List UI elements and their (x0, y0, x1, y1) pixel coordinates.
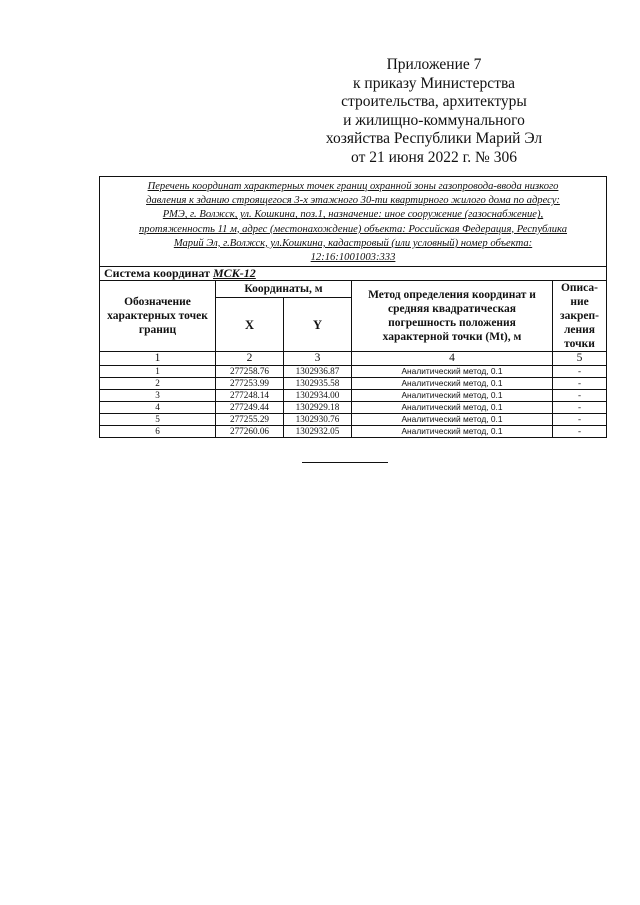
appendix-line: от 21 июня 2022 г. № 306 (351, 148, 517, 166)
cell-method: Аналитический метод, 0.1 (352, 390, 553, 402)
appendix-line: строительства, архитектуры (341, 93, 527, 110)
caption-line: 12:16:1001003:333 (310, 252, 396, 264)
column-index: 2 (216, 352, 284, 366)
cell-desc: - (553, 378, 607, 390)
appendix-line: к приказу Министерства (353, 74, 515, 92)
table-caption (100, 177, 607, 267)
cell-y: 1302935.58 (284, 378, 352, 390)
table-row (100, 402, 607, 414)
coordinates-table (99, 176, 607, 438)
end-divider (302, 462, 388, 463)
cell-x: 277260.06 (216, 426, 284, 438)
cell-desc: - (553, 390, 607, 402)
cell-x: 277258.76 (216, 366, 284, 378)
cell-point: 2 (100, 378, 216, 390)
coordinate-system-label: Система координат (104, 266, 210, 281)
cell-x: 277255.29 (216, 414, 284, 426)
appendix-header (314, 56, 554, 167)
caption-line: Перечень координат характерных точек границ охранной зоны газопровода-ввода низкого (147, 181, 559, 192)
header-coords: Координаты, м (216, 281, 352, 298)
cell-desc: - (553, 402, 607, 414)
cell-y: 1302932.05 (284, 426, 352, 438)
header-y: Y (284, 298, 352, 352)
table-row (100, 378, 607, 390)
column-index-row (100, 352, 607, 366)
caption-line: протяженность 11 м, адрес (местонахождение) объекта: Российская Федерация, Республика (138, 223, 568, 235)
cell-method: Аналитический метод, 0.1 (352, 366, 553, 378)
cell-x: 277249.44 (216, 402, 284, 414)
cell-method: Аналитический метод, 0.1 (352, 402, 553, 414)
cell-method: Аналитический метод, 0.1 (352, 426, 553, 438)
cell-point: 6 (100, 426, 216, 438)
cell-y: 1302929.18 (284, 402, 352, 414)
header-description: Описа-ние закреп-ления точки (553, 281, 607, 352)
cell-desc: - (553, 414, 607, 426)
column-index: 5 (553, 352, 607, 366)
appendix-line: хозяйства Республики Марий Эл (325, 130, 543, 147)
cell-y: 1302936.87 (284, 366, 352, 378)
table-row (100, 366, 607, 378)
appendix-line: и жилищно-коммунального (343, 111, 525, 129)
cell-x: 277253.99 (216, 378, 284, 390)
cell-point: 1 (100, 366, 216, 378)
caption-line: РМЭ, г. Волжск, ул. Кошкина, поз.1, назначение: иное сооружение (газоснабжение), (162, 209, 544, 221)
cell-x: 277248.14 (216, 390, 284, 402)
cell-point: 3 (100, 390, 216, 402)
table-row (100, 426, 607, 438)
coordinate-system-name: МСК-12 (212, 266, 256, 281)
cell-desc: - (553, 426, 607, 438)
column-index: 1 (100, 352, 216, 366)
caption-line: Марий Эл, г.Волжск, ул.Кошкина, кадастровый (или условный) номер объекта: (173, 237, 533, 249)
header-point: Обозначение характерных точек границ (100, 281, 216, 352)
table-row (100, 414, 607, 426)
column-index: 3 (284, 352, 352, 366)
table-row (100, 390, 607, 402)
cell-point: 5 (100, 414, 216, 426)
cell-desc: - (553, 366, 607, 378)
coordinate-system-row (100, 267, 607, 281)
column-index: 4 (352, 352, 553, 366)
caption-line: давления к зданию строящегося 3-х этажного 30-ти квартирного жилого дома по адресу: (146, 195, 560, 207)
cell-method: Аналитический метод, 0.1 (352, 414, 553, 426)
cell-y: 1302934.00 (284, 390, 352, 402)
cell-method: Аналитический метод, 0.1 (352, 378, 553, 390)
appendix-line: Приложение 7 (386, 56, 482, 73)
cell-point: 4 (100, 402, 216, 414)
header-method: Метод определения координат и средняя квадратическая погрешность положения характерной точки (Mt), м (352, 281, 553, 352)
header-x: X (216, 298, 284, 352)
cell-y: 1302930.76 (284, 414, 352, 426)
